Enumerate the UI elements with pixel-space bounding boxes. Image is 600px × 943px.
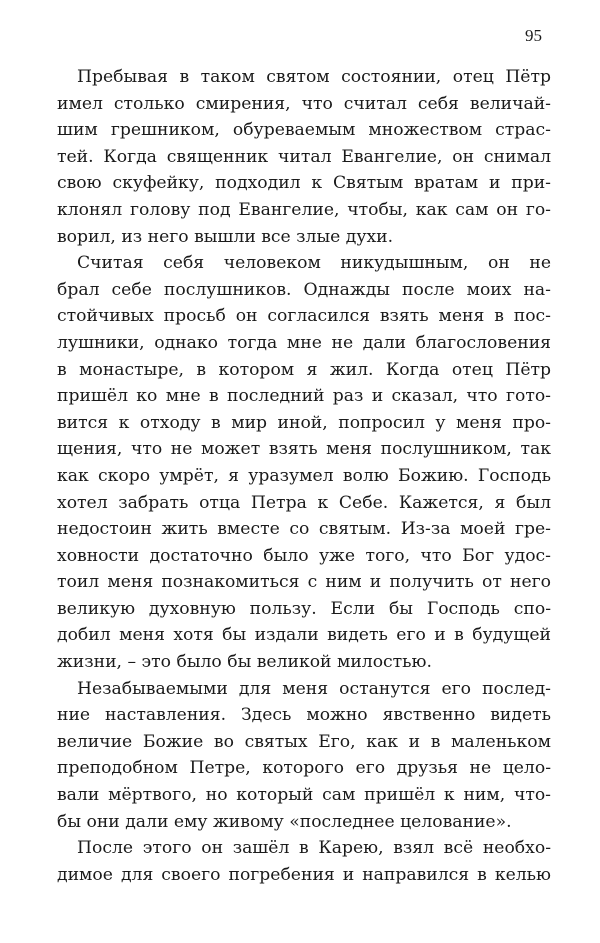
text-line: в монастыре, в котором я жил. Когда отец Пётр	[57, 359, 551, 380]
text-line: Считая себя человеком никудышным, он не	[77, 253, 551, 274]
text-line: шим грешником, обуреваемым множеством страс-	[57, 120, 551, 141]
paragraph	[57, 676, 551, 836]
text-line: клонял голову под Евангелие, чтобы, как сам он го-	[57, 199, 551, 220]
text-line: пришёл ко мне в последний раз и сказал, что гото-	[57, 386, 551, 407]
text-line: хотел забрать отца Петра к Себе. Кажется, я был	[57, 492, 551, 513]
text-line: величие Божие во святых Его, как и в маленьком	[57, 731, 551, 752]
text-line: ховности достаточно было уже того, что Бог удос-	[57, 545, 551, 566]
body-text	[57, 64, 551, 888]
text-line: вится к отходу в мир иной, попросил у меня про-	[57, 412, 551, 433]
text-line: имел столько смирения, что считал себя величай-	[57, 93, 551, 114]
text-line: ние наставления. Здесь можно явственно видеть	[57, 705, 551, 726]
text-line: лушники, однако тогда мне не дали благословения	[57, 332, 551, 353]
paragraph	[57, 64, 551, 250]
text-line: щения, что не может взять меня послушником, так	[57, 439, 551, 460]
text-line: Пребывая в таком святом состоянии, отец Пётр	[77, 67, 551, 87]
text-line: жизни, – это было бы великой милостью.	[57, 652, 432, 673]
paragraph	[57, 835, 551, 888]
page-number: 95	[525, 26, 542, 45]
text-line: бы они дали ему живому «последнее целование».	[57, 811, 512, 832]
text-line: брал себе послушников. Однажды после моих на-	[57, 279, 551, 300]
text-line: преподобном Петре, которого его друзья не цело-	[57, 758, 551, 779]
text-line: Незабываемыми для меня останутся его послед-	[77, 678, 551, 699]
text-line: стойчивых просьб он согласился взять меня в пос-	[57, 306, 551, 327]
text-line: тоил меня познакомиться с ним и получить от него	[57, 572, 551, 593]
text-line: вали мёртвого, но который сам пришёл к ним, что-	[57, 785, 551, 806]
text-line: тей. Когда священник читал Евангелие, он снимал	[57, 146, 551, 167]
text-line: димое для своего погребения и направился в келью	[57, 864, 551, 885]
text-line: недостоин жить вместе со святым. Из-за моей гре-	[57, 519, 551, 540]
text-line: как скоро умрёт, я уразумел волю Божию. Господь	[57, 465, 551, 486]
text-line: После этого он зашёл в Карею, взял всё необхо-	[77, 838, 551, 859]
paragraph	[57, 250, 551, 676]
text-line: ворил, из него вышли все злые духи.	[57, 226, 394, 247]
text-line: добил меня хотя бы издали видеть его и в будущей	[57, 625, 551, 646]
text-line: великую духовную пользу. Если бы Господь спо-	[57, 598, 551, 619]
text-line: свою скуфейку, подходил к Святым вратам и при-	[57, 173, 551, 194]
